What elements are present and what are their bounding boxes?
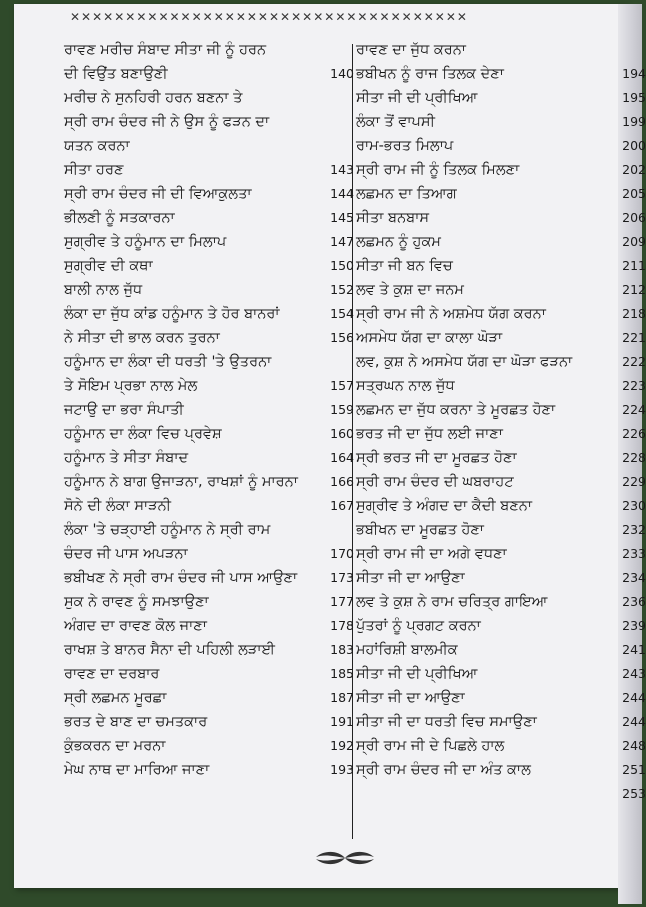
toc-entry-page: 232	[622, 522, 646, 537]
toc-entry-title: ਹਨੂੰਮਾਨ ਦਾ ਲੰਕਾ ਦੀ ਧਰਤੀ 'ਤੇ ਉਤਰਨਾ	[64, 354, 272, 370]
toc-entry-page: 150	[330, 258, 354, 273]
toc-entry-title: ਚੰਦਰ ਜੀ ਪਾਸ ਅਪੜਨਾ	[64, 546, 188, 562]
toc-entry	[64, 62, 354, 86]
toc-entry-page: 147	[330, 234, 354, 249]
toc-entry-title: ਲੰਕਾ ਤੋਂ ਵਾਪਸੀ	[356, 114, 435, 130]
toc-entry	[64, 662, 354, 686]
toc-entry-title: ਸੀਤਾ ਜੀ ਬਨ ਵਿਚ	[356, 258, 453, 274]
toc-entry	[356, 638, 646, 662]
toc-entry-title: ਕੁੰਭਕਰਨ ਦਾ ਮਰਨਾ	[64, 738, 166, 754]
bottom-ornament	[310, 848, 380, 868]
toc-entry-page: 173	[330, 570, 354, 585]
toc-entry	[64, 230, 354, 254]
toc-entry	[356, 254, 646, 278]
toc-entry	[64, 446, 354, 470]
toc-entry	[64, 422, 354, 446]
toc-entry-title: ਸ੍ਰੀ ਰਾਮ ਜੀ ਦਾ ਅਗੇ ਵਧਣਾ	[356, 546, 507, 562]
toc-entry	[64, 254, 354, 278]
toc-entry	[64, 758, 354, 782]
toc-entry	[64, 206, 354, 230]
toc-entry-page: 199	[622, 114, 646, 129]
toc-entry-page: 234	[622, 570, 646, 585]
toc-entry-title: ਸ੍ਰੀ ਰਾਮ ਜੀ ਨੂੰ ਤਿਲਕ ਮਿਲਣਾ	[356, 162, 520, 178]
toc-entry-title: ਸ੍ਰੀ ਰਾਮ ਚੰਦਰ ਜੀ ਦੀ ਵਿਆਕੁਲਤਾ	[64, 186, 252, 202]
toc-entry	[64, 158, 354, 182]
toc-entry	[64, 470, 354, 494]
toc-entry	[64, 518, 350, 542]
toc-entry-page: 154	[330, 306, 354, 321]
toc-entry-title: ਭਰਤ ਜੀ ਦਾ ਜੁੱਧ ਲਈ ਜਾਣਾ	[356, 426, 503, 442]
toc-entry-title: ਸ੍ਰੀ ਰਾਮ ਚੰਦਰ ਦੀ ਘਬਰਾਹਟ	[356, 474, 514, 490]
toc-entry-page: 166	[330, 474, 354, 489]
toc-entry-page: 200	[622, 138, 646, 153]
toc-entry-page: 160	[330, 426, 354, 441]
toc-entry	[64, 614, 354, 638]
toc-entry-page: 183	[330, 642, 354, 657]
toc-entry	[64, 638, 354, 662]
toc-right-column	[356, 38, 646, 838]
toc-entry-page: 222	[622, 354, 646, 369]
toc-entry-page: 140	[330, 66, 354, 81]
toc-entry	[356, 326, 646, 350]
toc-entry	[64, 374, 354, 398]
toc-entry-page: 224	[622, 402, 646, 417]
toc-entry	[64, 326, 354, 350]
toc-entry-title: ਹਨੂੰਮਾਨ ਨੇ ਬਾਗ ਉਜਾੜਨਾ, ਰਾਖਸ਼ਾਂ ਨੂੰ ਮਾਰਨਾ	[64, 474, 298, 490]
toc-entry-title: ਜਟਾਉ ਦਾ ਭਰਾ ਸੰਪਾਤੀ	[64, 402, 184, 418]
toc-entry-title: ਰਾਵਣ ਦਾ ਦਰਬਾਰ	[64, 666, 160, 682]
toc-entry-page: 244	[622, 690, 646, 705]
toc-entry-page: 248	[622, 738, 646, 753]
toc-entry-page: 229	[622, 474, 646, 489]
toc-entry-title: ਸੀਤਾ ਜੀ ਦਾ ਆਉਣਾ	[356, 690, 465, 706]
toc-entry	[356, 686, 646, 710]
toc-left-column	[64, 38, 354, 838]
top-ornament: ✕✕✕✕✕✕✕✕✕✕✕✕✕✕✕✕✕✕✕✕✕✕✕✕✕✕✕✕✕✕✕✕✕✕✕✕	[70, 10, 468, 24]
toc-entry-title: ਰਾਖਸ਼ ਤੇ ਬਾਨਰ ਸੈਨਾ ਦੀ ਪਹਿਲੀ ਲੜਾਈ	[64, 642, 275, 658]
toc-entry-page: 164	[330, 450, 354, 465]
toc-entry	[356, 614, 646, 638]
toc-entry-title: ਲੰਕਾ ਦਾ ਜੁੱਧ ਕਾਂਡ ਹਨੂੰਮਾਨ ਤੇ ਹੋਰ ਬਾਨਰਾਂ	[64, 306, 280, 322]
toc-entry-page: 194	[622, 66, 646, 81]
toc-entry-title: ਸ੍ਰੀ ਰਾਮ ਚੰਦਰ ਜੀ ਨੇ ਉਸ ਨੂੰ ਫੜਨ ਦਾ	[64, 114, 270, 130]
toc-entry	[356, 62, 646, 86]
toc-entry-title: ਰਾਵਣ ਮਰੀਚ ਸੰਬਾਦ ਸੀਤਾ ਜੀ ਨੂੰ ਹਰਨ	[64, 42, 267, 58]
toc-entry	[356, 134, 646, 158]
toc-entry	[356, 158, 646, 182]
toc-entry-page: 206	[622, 210, 646, 225]
toc-entry	[64, 350, 350, 374]
toc-entry-title: ਹਨੂੰਮਾਨ ਦਾ ਲੰਕਾ ਵਿਚ ਪ੍ਰਵੇਸ਼	[64, 426, 222, 442]
toc-entry-page: 156	[330, 330, 354, 345]
toc-entry	[356, 86, 646, 110]
toc-entry	[64, 398, 354, 422]
toc-entry-page: 205	[622, 186, 646, 201]
toc-entry-title: ਮੇਘ ਨਾਥ ਦਾ ਮਾਰਿਆ ਜਾਣਾ	[64, 762, 210, 778]
toc-entry	[356, 350, 646, 374]
toc-entry	[356, 446, 646, 470]
toc-entry-page: 228	[622, 450, 646, 465]
toc-entry-title: ਅਸਮੇਧ ਯੱਗ ਦਾ ਕਾਲਾ ਘੋੜਾ	[356, 330, 503, 346]
toc-entry	[356, 758, 646, 782]
toc-entry-page: 157	[330, 378, 354, 393]
toc-entry	[356, 494, 646, 518]
toc-entry-title: ਭੀਲਣੀ ਨੂੰ ਸਤਕਾਰਨਾ	[64, 210, 175, 226]
toc-entry-page: 218	[622, 306, 646, 321]
toc-entry-title: ਮਰੀਚ ਨੇ ਸੁਨਹਿਰੀ ਹਰਨ ਬਣਨਾ ਤੇ	[64, 90, 243, 106]
toc-entry-page: 192	[330, 738, 354, 753]
toc-entry-title: ਅੰਗਦ ਦਾ ਰਾਵਣ ਕੋਲ ਜਾਣਾ	[64, 618, 207, 634]
toc-entry-title: ਯਤਨ ਕਰਨਾ	[64, 138, 130, 154]
toc-entry	[356, 782, 646, 806]
toc-entry	[64, 86, 350, 110]
toc-entry-page: 233	[622, 546, 646, 561]
toc-entry	[64, 38, 350, 62]
toc-entry-page: 253	[622, 786, 646, 801]
toc-entry	[64, 278, 354, 302]
toc-entry-title: ਸ੍ਰੀ ਭਰਤ ਜੀ ਦਾ ਮੂਰਛਤ ਹੋਣਾ	[356, 450, 517, 466]
toc-entry	[356, 422, 646, 446]
toc-entry-page: 243	[622, 666, 646, 681]
toc-entry	[356, 182, 646, 206]
toc-entry-page: 191	[330, 714, 354, 729]
toc-entry	[356, 374, 646, 398]
toc-entry	[356, 662, 646, 686]
toc-entry	[64, 134, 350, 158]
toc-entry-page: 244	[622, 714, 646, 729]
toc-entry-title: ਲਛਮਨ ਦਾ ਜੁੱਧ ਕਰਨਾ ਤੇ ਮੂਰਛਤ ਹੋਣਾ	[356, 402, 556, 418]
toc-entry-title: ਤੇ ਸੋਇਮ ਪ੍ਰਭਾ ਨਾਲ ਮੇਲ	[64, 378, 198, 394]
toc-entry-title: ਸ੍ਰੀ ਰਾਮ ਜੀ ਦੇ ਪਿਛਲੇ ਹਾਲ	[356, 738, 505, 754]
toc-entry-page: 187	[330, 690, 354, 705]
toc-entry-page: 241	[622, 642, 646, 657]
toc-entry-title: ਸਤ੍ਰਘਨ ਨਾਲ ਜੁੱਧ	[356, 378, 455, 394]
toc-entry-page: 202	[622, 162, 646, 177]
toc-entry-page: 239	[622, 618, 646, 633]
toc-entry	[356, 542, 646, 566]
toc-entry	[356, 38, 618, 62]
toc-entry	[64, 710, 354, 734]
toc-entry-title: ਲਵ ਤੇ ਕੁਸ਼ ਦਾ ਜਨਮ	[356, 282, 464, 298]
toc-entry	[356, 518, 646, 542]
toc-entry-title: ਸ੍ਰੀ ਲਛਮਨ ਮੂਰਛਾ	[64, 690, 167, 706]
toc-entry-page: 195	[622, 90, 646, 105]
toc-entry-title: ਪੁੱਤਰਾਂ ਨੂੰ ਪ੍ਰਗਟ ਕਰਨਾ	[356, 618, 481, 634]
toc-entry-title: ਲਵ, ਕੁਸ਼ ਨੇ ਅਸਮੇਧ ਯੱਗ ਦਾ ਘੋੜਾ ਫੜਨਾ	[356, 354, 573, 370]
toc-entry-title: ਲਛਮਨ ਨੂੰ ਹੁਕਮ	[356, 234, 441, 250]
toc-entry-title: ਰਾਮ-ਭਰਤ ਮਿਲਾਪ	[356, 138, 454, 154]
toc-entry-title: ਭਬੀਖਨ ਨੂੰ ਰਾਜ ਤਿਲਕ ਦੇਣਾ	[356, 66, 504, 82]
toc-entry-title: ਭਬੀਖਣ ਨੇ ਸ੍ਰੀ ਰਾਮ ਚੰਦਰ ਜੀ ਪਾਸ ਆਉਣਾ	[64, 570, 298, 586]
toc-entry	[356, 470, 646, 494]
toc-entry	[64, 182, 354, 206]
toc-entry-title: ਦੀ ਵਿਉਂਤ ਬਣਾਉਣੀ	[64, 66, 168, 82]
toc-entry	[64, 110, 350, 134]
toc-entry-title: ਸੀਤਾ ਹਰਣ	[64, 162, 124, 178]
toc-entry-page: 152	[330, 282, 354, 297]
toc-entry-page: 212	[622, 282, 646, 297]
toc-entry-title: ਸੀਤਾ ਜੀ ਦੀ ਪ੍ਰੀਖਿਆ	[356, 90, 478, 106]
toc-entry	[356, 230, 646, 254]
toc-entry-title: ਭਬੀਖਨ ਦਾ ਮੂਰਛਤ ਹੋਣਾ	[356, 522, 484, 538]
toc-entry-title: ਮਹਾਂਰਿਸ਼ੀ ਬਾਲਮੀਕ	[356, 642, 458, 658]
toc-entry-title: ਨੇ ਸੀਤਾ ਦੀ ਭਾਲ ਕਰਨ ਤੁਰਨਾ	[64, 330, 220, 346]
toc-entry	[64, 686, 354, 710]
toc-entry-page: 251	[622, 762, 646, 777]
toc-entry-title: ਸੀਤਾ ਜੀ ਦਾ ਧਰਤੀ ਵਿਚ ਸਮਾਉਣਾ	[356, 714, 537, 730]
toc-entry-title: ਰਾਵਣ ਦਾ ਜੁੱਧ ਕਰਨਾ	[356, 42, 466, 58]
toc-entry	[64, 494, 354, 518]
toc-entry	[64, 590, 354, 614]
toc-entry	[356, 566, 646, 590]
toc-entry-page: 193	[330, 762, 354, 777]
toc-entry-title: ਸ੍ਰੀ ਰਾਮ ਜੀ ਨੇ ਅਸ਼ਮੇਧ ਯੱਗ ਕਰਨਾ	[356, 306, 546, 322]
toc-entry-title: ਸੀਤਾ ਬਨਬਾਸ	[356, 210, 430, 226]
toc-entry-page: 145	[330, 210, 354, 225]
toc-entry-title: ਹਨੂੰਮਾਨ ਤੇ ਸੀਤਾ ਸੰਬਾਦ	[64, 450, 189, 466]
toc-entry-page: 230	[622, 498, 646, 513]
toc-entry-title: ਸੁਕ ਨੇ ਰਾਵਣ ਨੂੰ ਸਮਝਾਉਣਾ	[64, 594, 209, 610]
toc-entry	[356, 302, 646, 326]
toc-entry-title: ਬਾਲੀ ਨਾਲ ਜੁੱਧ	[64, 282, 143, 298]
toc-entry	[356, 398, 646, 422]
toc-entry-title: ਲਛਮਨ ਦਾ ਤਿਆਗ	[356, 186, 457, 202]
toc-entry-title: ਸੁਗ੍ਰੀਵ ਦੀ ਕਥਾ	[64, 258, 153, 274]
toc-entry-title: ਸੁਗ੍ਰੀਵ ਤੇ ਅੰਗਦ ਦਾ ਕੈਦੀ ਬਣਨਾ	[356, 498, 532, 514]
toc-entry-page: 170	[330, 546, 354, 561]
toc-entry	[356, 206, 646, 230]
toc-entry-page: 209	[622, 234, 646, 249]
toc-entry-title: ਭਰਤ ਦੇ ਬਾਣ ਦਾ ਚਮਤਕਾਰ	[64, 714, 208, 730]
toc-entry-title: ਸੋਨੇ ਦੀ ਲੰਕਾ ਸਾੜਨੀ	[64, 498, 172, 514]
toc-entry-title: ਲਵ ਤੇ ਕੁਸ਼ ਨੇ ਰਾਮ ਚਰਿਤ੍ਰ ਗਾਇਆ	[356, 594, 548, 610]
toc-entry-page: 226	[622, 426, 646, 441]
toc-entry-title: ਲੰਕਾ 'ਤੇ ਚੜ੍ਹਾਈ ਹਨੂੰਮਾਨ ਨੇ ਸ੍ਰੀ ਰਾਮ	[64, 522, 271, 538]
toc-entry-page: 236	[622, 594, 646, 609]
toc-entry	[356, 734, 646, 758]
toc-entry-page: 223	[622, 378, 646, 393]
toc-entry	[356, 590, 646, 614]
toc-entry	[356, 110, 646, 134]
toc-entry-page: 185	[330, 666, 354, 681]
toc-entry-page: 144	[330, 186, 354, 201]
toc-entry	[64, 566, 354, 590]
toc-entry-page: 167	[330, 498, 354, 513]
toc-entry	[356, 710, 646, 734]
toc-entry-page: 211	[622, 258, 646, 273]
toc-entry-page: 178	[330, 618, 354, 633]
toc-entry-page: 159	[330, 402, 354, 417]
toc-entry	[356, 278, 646, 302]
toc-entry	[64, 302, 354, 326]
toc-entry-page: 143	[330, 162, 354, 177]
toc-entry-title: ਸ੍ਰੀ ਰਾਮ ਚੰਦਰ ਜੀ ਦਾ ਅੰਤ ਕਾਲ	[356, 762, 531, 778]
toc-entry-title: ਸੀਤਾ ਜੀ ਦਾ ਆਉਣਾ	[356, 570, 465, 586]
toc-entry	[64, 542, 354, 566]
toc-entry-page: 177	[330, 594, 354, 609]
toc-entry-page: 221	[622, 330, 646, 345]
toc-entry-title: ਸੀਤਾ ਜੀ ਦੀ ਪ੍ਰੀਖਿਆ	[356, 666, 478, 682]
toc-entry-title: ਸੁਗ੍ਰੀਵ ਤੇ ਹਨੂੰਮਾਨ ਦਾ ਮਿਲਾਪ	[64, 234, 227, 250]
toc-entry	[64, 734, 354, 758]
